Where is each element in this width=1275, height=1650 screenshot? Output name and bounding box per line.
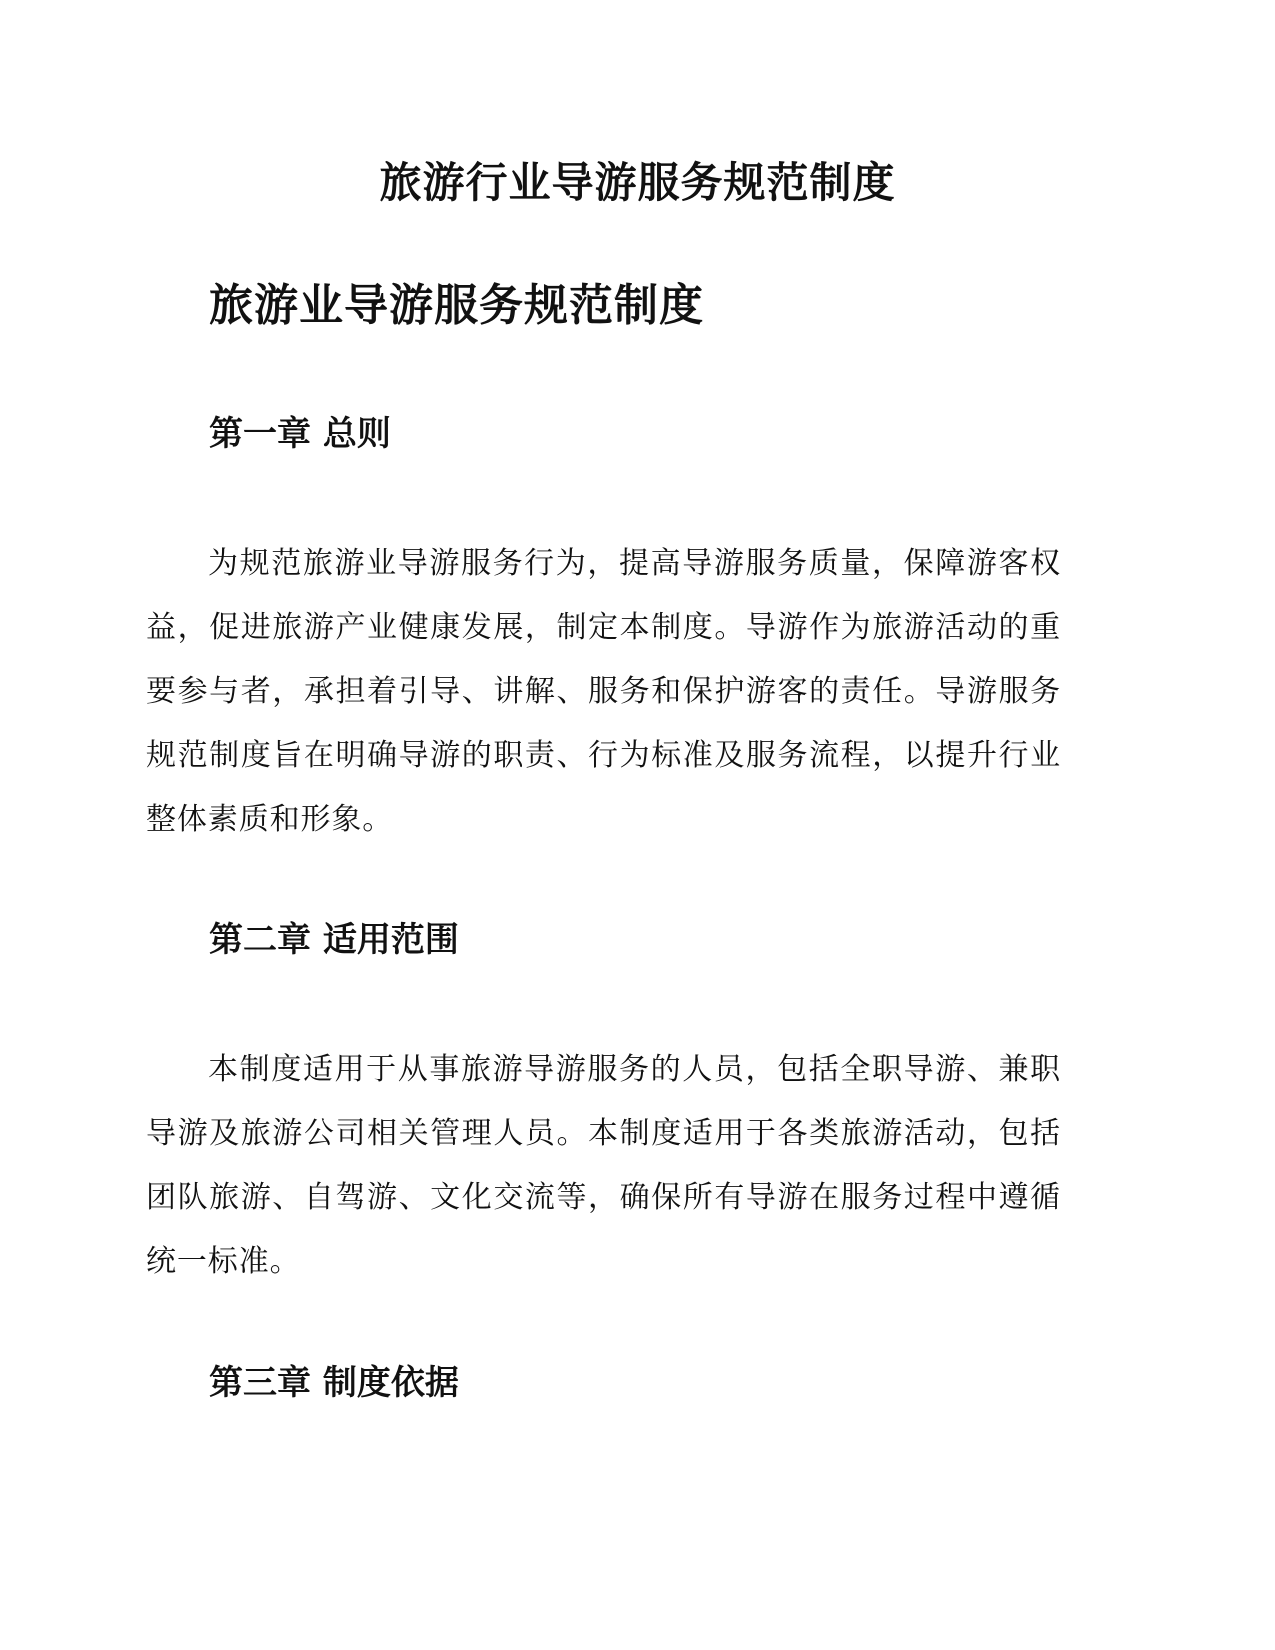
chapter-3-heading (209, 1361, 459, 1405)
document-subtitle: 旅游业导游服务规范制度 (209, 280, 704, 331)
chapter-2-heading (209, 918, 459, 962)
chapter-1-name: 总则 (322, 414, 391, 454)
chapter-2-number: 第二章 (209, 920, 311, 960)
chapter-2-name: 适用范围 (322, 920, 459, 960)
chapter-1-heading (209, 412, 391, 456)
chapter-1-number: 第一章 (209, 414, 311, 454)
document-title: 旅游行业导游服务规范制度 (379, 158, 896, 207)
chapter-3-name: 制度依据 (322, 1363, 459, 1403)
chapter-2-paragraph: 本制度适用于从事旅游导游服务的人员，包括全职导游、兼职导游及旅游公司相关管理人员。本制度适用于各类旅游活动，包括团队旅游、自驾游、文化交流等，确保所有导游在服务过程中遵循统一标准。 (146, 1052, 1061, 1279)
chapter-3-number: 第三章 (209, 1363, 311, 1403)
chapter-1-paragraph: 为规范旅游业导游服务行为，提高导游服务质量，保障游客权益，促进旅游产业健康发展，制定本制度。导游作为旅游活动的重要参与者，承担着引导、讲解、服务和保护游客的责任。导游服务规范制度旨在明确导游的职责、行为标准及服务流程，以提升行业整体素质和形象。 (146, 546, 1061, 837)
